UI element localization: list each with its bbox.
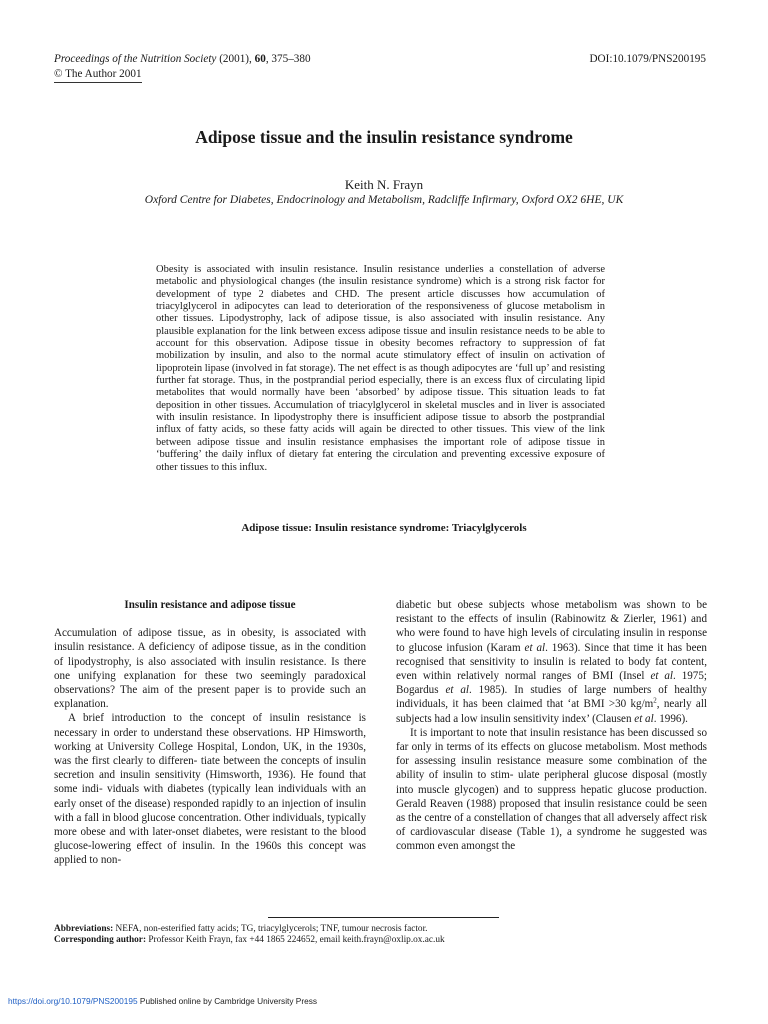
published-online-note: https://doi.org/10.1079/PNS200195 Published online by Cambridge University Press [8, 996, 318, 1006]
footnote-divider [268, 917, 499, 918]
journal-pages: , 375–380 [265, 53, 311, 65]
paragraph: Accumulation of adipose tissue, as in obesity, is associated with insulin resistance. A deficiency of adipose tissue, as in the condition of lipodystrophy, is also associated with insulin resistance. Is there one unifying explanation for these two seemingly paradoxical observations? The aim of the present paper is to provide such an explanation. [54, 627, 366, 711]
footnote-corresponding-author: Corresponding author: Professor Keith Frayn, fax +44 1865 224652, email keith.frayn@oxlip.ox.ac.uk [54, 935, 445, 945]
affiliation: Oxford Centre for Diabetes, Endocrinology and Metabolism, Radcliffe Infirmary, Oxford OX2 6HE, UK [144, 194, 624, 206]
journal-name: Proceedings of the Nutrition Society [54, 53, 217, 65]
doi-link[interactable]: https://doi.org/10.1079/PNS200195 [8, 996, 138, 1006]
copyright: © The Author 2001 [54, 67, 142, 83]
footnote-abbreviations: Abbreviations: NEFA, non-esterified fatty acids; TG, triacylglycerols; TNF, tumour necrosis factor. [54, 924, 428, 934]
keywords: Adipose tissue: Insulin resistance syndrome: Triacylglycerols [241, 522, 527, 534]
journal-volume: 60 [254, 53, 266, 65]
paragraph: A brief introduction to the concept of insulin resistance is necessary in order to understand these observations. HP Himsworth, working at University College Hospital, London, UK, in the 1930s, was the first clearly to differen- tiate between the concepts of insulin secretion and insulin sensitivity (Himsworth, 1936). He found that some indi- viduals with diabetes (typically lean individuals with an early onset of the disease) responded rapidly to an injection of insulin with a fall in blood glucose concentration. Other individuals, typically more obese and with later-onset diabetes, were resistant to the blood glucose-lowering effect of insulin. In the 1960s this concept was applied to non- [54, 712, 366, 867]
paragraph: It is important to note that insulin resistance has been discussed so far only in terms of its effects on glucose metabolism. Most methods for assessing insulin resistance measure some combination of the ability of insulin to stim- ulate peripheral glucose disposal (mostly into muscle glycogen) and to suppress hepatic glucose production. Gerald Reaven (1988) proposed that insulin resistance could be seen as the centre of a constellation of changes that all adversely affect risk of cardiovascular disease (Table 1), a syndrome he suggested was common even amongst the [396, 726, 707, 853]
article-title: Adipose tissue and the insulin resistance syndrome [195, 127, 573, 147]
journal-year: (2001), [216, 53, 255, 65]
left-column [54, 598, 366, 868]
abstract: Obesity is associated with insulin resistance. Insulin resistance underlies a constellation of adverse metabolic and physiological changes (the insulin resistance syndrome) which is a strong risk factor for development of type 2 diabetes and CHD. The present article discusses how accumulation of triacylglycerol in adipocytes can lead to deterioration of the responsiveness of glucose metabolism in other tissues. Lipodystrophy, lack of adipose tissue, is also associated with insulin resistance. Any plausible explanation for the link between excess adipose tissue and insulin resistance needs to be able to account for this observation. Adipose tissue in obesity becomes refractory to suppression of fat mobilization by insulin, and also to the normal acute stimulatory effect of insulin on activation of lipoprotein lipase (involved in fat storage). The net effect is as though adipocytes are ‘full up’ and resisting further fat storage. Thus, in the postprandial period especially, there is an excess flux of circulating lipid metabolites that would normally have been ‘absorbed’ by adipose tissue. This situation leads to fat deposition in other tissues. Accumulation of triacylglycerol in skeletal muscles and in liver is associated with insulin resistance. In lipodystrophy there is insufficient adipose tissue to absorb the postprandial influx of fatty acids, so these fatty acids will again be directed to other tissues. This view of the link between adipose tissue and insulin resistance emphasises the important role of adipose tissue in ‘buffering’ the daily influx of dietary fat entering the circulation and preventing excessive exposure of other tissues to this influx. [156, 264, 605, 473]
paragraph: diabetic but obese subjects whose metabolism was shown to be resistant to the effects of insulin (Rabinowitz & Zierler, 1961) and who were found to have high levels of circulating insulin in response to glucose infusion (Karam et al. 1963). Since that time it has been recognised that sensitivity to insulin is related to body fat content, even within relatively normal ranges of BMI (Insel et al. 1975; Bogardus et al. 1985). In studies of large numbers of healthy individuals, it has been claimed that ‘at BMI >30 $kg/m^2$, nearly all subjects had a low insulin sensitivity index’ (Clausen et al. 1996). [396, 599, 707, 725]
author: Keith N. Frayn [344, 177, 424, 192]
journal-citation [54, 52, 311, 66]
doi: DOI:10.1079/PNS200195 [589, 53, 706, 65]
section-heading: Insulin resistance and adipose tissue [124, 599, 296, 611]
right-column [396, 598, 707, 854]
